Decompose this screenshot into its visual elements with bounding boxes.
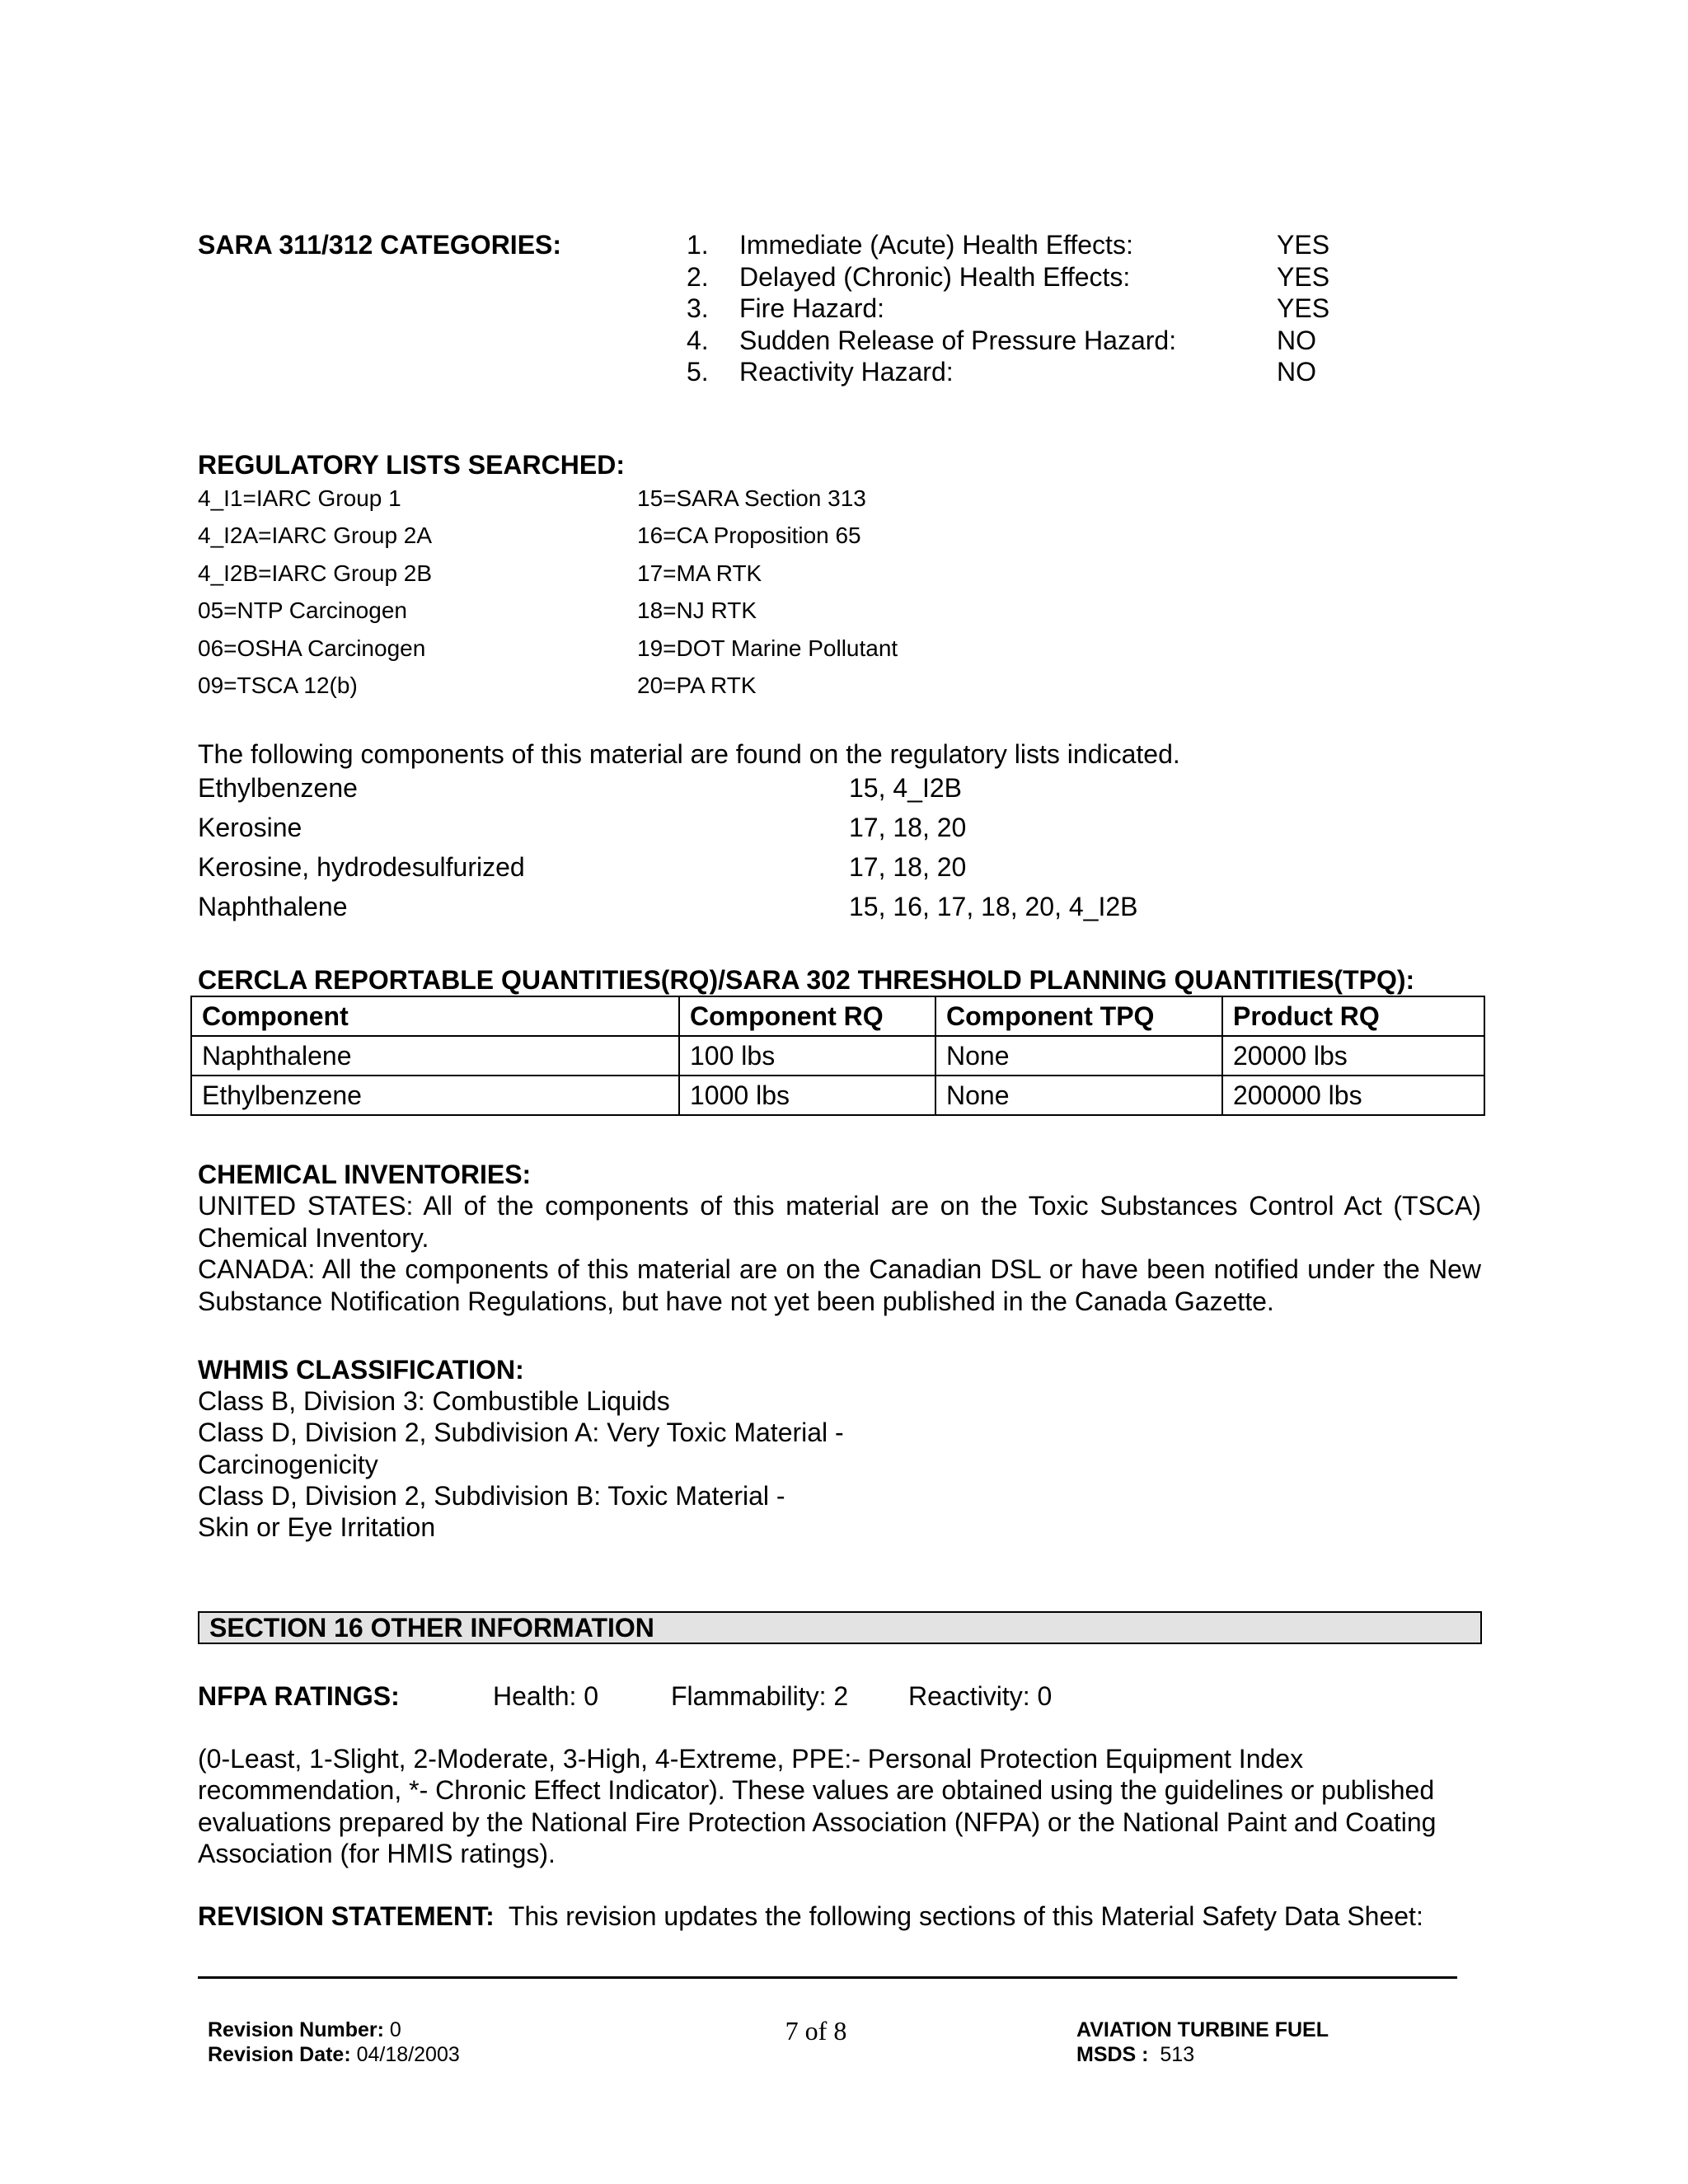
column-header: Component TPQ — [935, 996, 1222, 1036]
table-cell: None — [935, 1076, 1222, 1115]
cercla-table — [190, 996, 1485, 1116]
inventory-canada-paragraph: CANADA: All the components of this material are on the Canadian DSL or have been notified under the New Substance Notification Regulations, but have not yet been published in the Canada Gazette. — [198, 1254, 1481, 1316]
sara-category-value: NO — [1277, 357, 1316, 387]
revision-number-value: 0 — [389, 2018, 401, 2041]
table-cell: 100 lbs — [679, 1036, 935, 1076]
product-name: AVIATION TURBINE FUEL — [1076, 2018, 1329, 2041]
msds-label: MSDS : — [1076, 2043, 1149, 2066]
sara-category-number: 2. — [687, 261, 709, 292]
revision-statement-label: REVISION STATEMENT: — [198, 1901, 495, 1931]
component-lists: 17, 18, 20 — [849, 852, 967, 882]
whmis-classification-list — [198, 1385, 1187, 1543]
regulatory-list-code: 09=TSCA 12(b) — [198, 673, 358, 699]
regulatory-list-code: 4_I2B=IARC Group 2B — [198, 560, 433, 586]
sara-category-row — [687, 293, 1362, 325]
regulatory-list-code: 4_I2A=IARC Group 2A — [198, 523, 433, 549]
nfpa-reactivity-rating: Reactivity: 0 — [908, 1681, 1053, 1711]
component-row — [198, 847, 1269, 887]
component-lists: 15, 16, 17, 18, 20, 4_I2B — [849, 892, 1138, 921]
sara-category-row — [687, 356, 1362, 388]
msds-number — [1076, 2042, 1329, 2067]
footer-product-info — [1076, 2018, 1329, 2067]
sara-category-label: Reactivity Hazard: — [739, 357, 954, 387]
regulatory-list-code: 05=NTP Carcinogen — [198, 598, 407, 624]
regulatory-list-row — [198, 555, 940, 593]
regulatory-list-row — [198, 518, 940, 555]
sara-heading: SARA 311/312 CATEGORIES: — [198, 230, 562, 260]
nfpa-health-rating: Health: 0 — [493, 1681, 599, 1711]
whmis-line: Carcinogenicity — [198, 1449, 378, 1479]
whmis-line: Skin or Eye Irritation — [198, 1512, 436, 1543]
page-number: 7 of 8 — [785, 2016, 847, 2046]
revision-statement — [198, 1900, 1423, 1932]
table-header-row — [191, 996, 1484, 1036]
ratings-legend-paragraph: (0-Least, 1-Slight, 2-Moderate, 3-High, 4-Extreme, PPE:- Personal Protection Equipment Index recommendation, *- Chronic Effect Indicator). These values are obtained using the guidelines or published evaluations prepared by the National Fire Protection Association (NFPA) or the National Paint and Coating Association (for HMIS ratings). — [198, 1744, 1437, 1868]
revision-date — [208, 2042, 460, 2067]
column-header: Component RQ — [679, 996, 935, 1036]
sara-category-number: 5. — [687, 357, 709, 387]
revision-date-label: Revision Date: — [208, 2043, 351, 2066]
sara-category-row — [687, 261, 1362, 293]
sara-category-value: YES — [1277, 261, 1330, 292]
regulatory-list-row — [198, 480, 940, 518]
sara-category-value: YES — [1277, 293, 1330, 324]
regulatory-list-code: 16=CA Proposition 65 — [637, 523, 861, 549]
component-name: Kerosine — [198, 813, 302, 842]
sara-category-label: Delayed (Chronic) Health Effects: — [739, 261, 1131, 292]
component-name: Naphthalene — [198, 892, 348, 921]
sara-category-number: 1. — [687, 230, 709, 260]
sara-category-number: 4. — [687, 325, 709, 355]
sara-category-number: 3. — [687, 293, 709, 324]
cercla-heading: CERCLA REPORTABLE QUANTITIES(RQ)/SARA 302 THRESHOLD PLANNING QUANTITIES(TPQ): — [198, 965, 1415, 995]
regulatory-list-code: 20=PA RTK — [637, 673, 757, 699]
footer-divider — [198, 1976, 1457, 1979]
component-name: Ethylbenzene — [198, 773, 358, 803]
table-cell: None — [935, 1036, 1222, 1076]
component-name: Kerosine, hydrodesulfurized — [198, 852, 525, 882]
table-cell: 1000 lbs — [679, 1076, 935, 1115]
nfpa-flammability-rating: Flammability: 2 — [671, 1681, 849, 1711]
regulatory-list-code: 4_I1=IARC Group 1 — [198, 485, 401, 511]
section-title: SECTION 16 OTHER INFORMATION — [209, 1613, 654, 1643]
nfpa-ratings-label: NFPA RATINGS: — [198, 1681, 400, 1711]
regulatory-list-code: 19=DOT Marine Pollutant — [637, 635, 898, 661]
sara-category-list — [687, 229, 1362, 388]
revision-date-value: 04/18/2003 — [356, 2043, 460, 2066]
footer-revision-info — [208, 2018, 460, 2067]
whmis-heading: WHMIS CLASSIFICATION: — [198, 1355, 524, 1385]
table-row — [191, 1076, 1484, 1115]
component-lists: 15, 4_I2B — [849, 773, 962, 803]
whmis-line: Class B, Division 3: Combustible Liquids — [198, 1386, 670, 1416]
section-16-header — [198, 1611, 1482, 1644]
table-cell: 20000 lbs — [1222, 1036, 1484, 1076]
regulatory-list-code: 15=SARA Section 313 — [637, 485, 866, 511]
table-row — [191, 1036, 1484, 1076]
regulatory-list-code: 18=NJ RTK — [637, 598, 757, 624]
sara-category-label: Sudden Release of Pressure Hazard: — [739, 325, 1177, 355]
component-lists: 17, 18, 20 — [849, 813, 967, 842]
regulatory-list-row — [198, 668, 940, 705]
sara-category-value: YES — [1277, 230, 1330, 260]
column-header: Component — [191, 996, 679, 1036]
regulatory-list-row — [198, 593, 940, 630]
table-cell: Ethylbenzene — [191, 1076, 679, 1115]
sara-category-row — [687, 229, 1362, 261]
table-cell: 200000 lbs — [1222, 1076, 1484, 1115]
component-row — [198, 808, 1269, 847]
revision-number — [208, 2018, 460, 2042]
regulatory-list-row — [198, 630, 940, 668]
component-list — [198, 768, 1269, 926]
revision-number-label: Revision Number: — [208, 2018, 384, 2041]
sara-category-label: Fire Hazard: — [739, 293, 885, 324]
whmis-line: Class D, Division 2, Subdivision B: Toxic Material - — [198, 1480, 785, 1511]
msds-value: 513 — [1160, 2043, 1195, 2066]
component-row — [198, 887, 1269, 926]
column-header: Product RQ — [1222, 996, 1484, 1036]
sara-category-value: NO — [1277, 325, 1316, 355]
regulatory-lists-heading: REGULATORY LISTS SEARCHED: — [198, 450, 625, 480]
chemical-inventories-heading: CHEMICAL INVENTORIES: — [198, 1160, 532, 1189]
whmis-line: Class D, Division 2, Subdivision A: Very Toxic Material - — [198, 1418, 844, 1448]
revision-statement-text: This revision updates the following sections of this Material Safety Data Sheet: — [508, 1901, 1423, 1931]
regulatory-lists-legend — [198, 480, 940, 705]
inventory-us-paragraph: UNITED STATES: All of the components of this material are on the Toxic Substances Control Act (TSCA) Chemical Inventory. — [198, 1191, 1481, 1253]
regulatory-list-code: 17=MA RTK — [637, 560, 762, 586]
components-intro: The following components of this material are found on the regulatory lists indicated. — [198, 739, 1180, 769]
sara-category-label: Immediate (Acute) Health Effects: — [739, 230, 1133, 260]
table-cell: Naphthalene — [191, 1036, 679, 1076]
regulatory-list-code: 06=OSHA Carcinogen — [198, 635, 426, 661]
component-row — [198, 768, 1269, 808]
sara-category-row — [687, 325, 1362, 357]
